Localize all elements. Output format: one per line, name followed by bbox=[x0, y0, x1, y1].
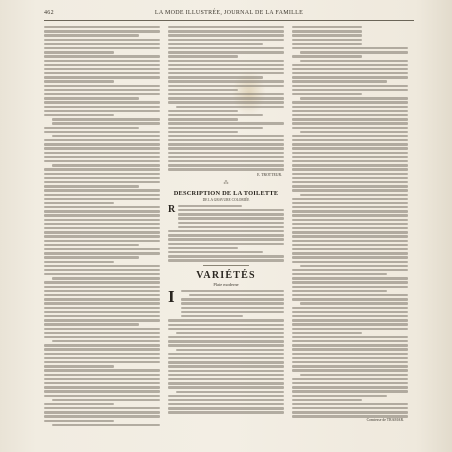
drop-cap: I bbox=[168, 286, 175, 306]
text-line bbox=[44, 177, 160, 179]
text-line bbox=[44, 302, 160, 304]
text-line bbox=[292, 122, 408, 124]
text-line bbox=[292, 411, 408, 413]
text-lines bbox=[292, 26, 408, 418]
text-line bbox=[44, 64, 160, 66]
text-line bbox=[292, 114, 408, 116]
text-line bbox=[168, 122, 284, 124]
text-line bbox=[168, 251, 263, 253]
page-header bbox=[44, 8, 414, 21]
text-line bbox=[176, 332, 284, 334]
text-line bbox=[168, 89, 238, 91]
text-line bbox=[292, 118, 408, 120]
text-line bbox=[292, 269, 408, 271]
text-line bbox=[178, 226, 284, 228]
text-line bbox=[44, 395, 160, 397]
text-line bbox=[178, 213, 284, 215]
text-line bbox=[168, 72, 284, 74]
text-line bbox=[168, 399, 284, 401]
text-line bbox=[176, 106, 284, 108]
text-line bbox=[292, 336, 408, 338]
text-line bbox=[168, 30, 284, 32]
text-line bbox=[292, 323, 408, 325]
text-line bbox=[44, 185, 139, 187]
text-line bbox=[168, 26, 284, 28]
text-line bbox=[44, 361, 160, 363]
text-line bbox=[52, 277, 160, 279]
text-line bbox=[292, 210, 408, 212]
text-line bbox=[44, 147, 160, 149]
text-line bbox=[44, 181, 160, 183]
text-line bbox=[292, 156, 408, 158]
text-line bbox=[168, 114, 263, 116]
text-line bbox=[292, 390, 408, 392]
text-line bbox=[292, 68, 408, 70]
text-line bbox=[292, 369, 408, 371]
text-line bbox=[292, 47, 408, 49]
text-line bbox=[52, 118, 160, 120]
text-line bbox=[44, 328, 160, 330]
text-line bbox=[168, 395, 284, 397]
text-line bbox=[44, 365, 114, 367]
text-line bbox=[292, 80, 387, 82]
text-line bbox=[168, 60, 284, 62]
text-line bbox=[300, 302, 408, 304]
text-line bbox=[168, 39, 284, 41]
text-line bbox=[44, 47, 160, 49]
text-line bbox=[168, 127, 263, 129]
text-line bbox=[168, 64, 284, 66]
text-line bbox=[44, 198, 160, 200]
text-line bbox=[168, 336, 284, 338]
text-line bbox=[44, 127, 139, 129]
text-line bbox=[168, 411, 284, 413]
text-line bbox=[300, 60, 408, 62]
text-line bbox=[44, 281, 160, 283]
text-line bbox=[44, 256, 139, 258]
text-line bbox=[292, 177, 408, 179]
text-line bbox=[168, 55, 238, 57]
text-column-3 bbox=[292, 26, 408, 428]
text-line bbox=[44, 39, 160, 41]
text-line bbox=[292, 206, 408, 208]
text-line bbox=[44, 34, 139, 36]
text-line bbox=[44, 286, 160, 288]
text-line bbox=[168, 51, 284, 53]
text-lines bbox=[178, 205, 284, 228]
text-line bbox=[44, 210, 160, 212]
text-line bbox=[52, 399, 160, 401]
text-line bbox=[44, 386, 160, 388]
text-line bbox=[44, 269, 160, 271]
text-line bbox=[168, 93, 284, 95]
text-lines bbox=[168, 230, 284, 262]
text-line bbox=[178, 205, 242, 207]
text-line bbox=[292, 26, 362, 28]
page-number: 462 bbox=[44, 10, 54, 16]
text-line bbox=[292, 332, 362, 334]
text-line bbox=[168, 131, 238, 133]
text-line bbox=[44, 152, 160, 154]
text-line bbox=[44, 235, 160, 237]
text-line bbox=[292, 311, 408, 313]
text-line bbox=[292, 365, 408, 367]
text-line bbox=[292, 273, 387, 275]
text-line bbox=[300, 131, 408, 133]
text-line bbox=[44, 407, 160, 409]
text-line bbox=[292, 198, 408, 200]
text-line bbox=[44, 26, 160, 28]
text-line bbox=[168, 407, 284, 409]
text-line bbox=[168, 403, 284, 405]
text-line bbox=[44, 369, 160, 371]
text-line bbox=[52, 164, 160, 166]
text-line bbox=[292, 281, 408, 283]
text-line bbox=[44, 110, 160, 112]
text-line bbox=[44, 101, 160, 103]
text-line bbox=[168, 340, 284, 342]
text-column-1 bbox=[44, 26, 160, 428]
text-line bbox=[44, 55, 160, 57]
section-subtitle: DE LA GRAVURE COLORIÉE bbox=[202, 197, 250, 202]
text-line bbox=[168, 378, 284, 380]
text-line bbox=[189, 294, 284, 296]
text-line bbox=[292, 43, 362, 45]
varietes-title: VARIÉTÉS bbox=[196, 269, 256, 281]
text-line bbox=[292, 227, 408, 229]
text-line bbox=[168, 143, 284, 145]
text-line bbox=[168, 247, 238, 249]
text-line bbox=[292, 85, 408, 87]
text-line bbox=[44, 223, 160, 225]
text-line bbox=[292, 261, 408, 263]
varietes-heading bbox=[168, 270, 284, 287]
text-line bbox=[292, 76, 408, 78]
text-line bbox=[44, 378, 160, 380]
text-line bbox=[292, 240, 408, 242]
text-line bbox=[300, 374, 408, 376]
text-line bbox=[178, 209, 284, 211]
text-line bbox=[292, 139, 408, 141]
author-signature: Comtesse de TRAMAR. bbox=[366, 418, 404, 422]
text-line bbox=[44, 76, 160, 78]
ornament-divider: ⁂ bbox=[223, 180, 229, 186]
text-line bbox=[292, 378, 408, 380]
text-line bbox=[292, 344, 408, 346]
text-lines bbox=[168, 319, 284, 414]
text-column-2 bbox=[168, 26, 284, 428]
text-line bbox=[44, 248, 160, 250]
text-line bbox=[292, 395, 387, 397]
text-line bbox=[44, 143, 160, 145]
text-line bbox=[292, 357, 408, 359]
text-line bbox=[292, 189, 408, 191]
text-line bbox=[52, 424, 160, 426]
text-line bbox=[52, 122, 160, 124]
text-line bbox=[292, 164, 408, 166]
text-line bbox=[292, 244, 408, 246]
text-line bbox=[168, 259, 284, 261]
text-line bbox=[44, 68, 160, 70]
text-line bbox=[292, 72, 408, 74]
text-line bbox=[292, 252, 408, 254]
text-line bbox=[168, 243, 284, 245]
text-line bbox=[300, 265, 408, 267]
text-line bbox=[168, 328, 284, 330]
text-line bbox=[300, 194, 408, 196]
text-line bbox=[292, 214, 408, 216]
text-line bbox=[168, 319, 284, 321]
text-line bbox=[44, 202, 114, 204]
text-line bbox=[168, 139, 284, 141]
text-line bbox=[44, 344, 160, 346]
text-line bbox=[44, 415, 160, 417]
text-line bbox=[168, 353, 284, 355]
text-line bbox=[292, 181, 408, 183]
text-line bbox=[44, 51, 114, 53]
text-line bbox=[292, 235, 408, 237]
text-line bbox=[44, 72, 160, 74]
text-line bbox=[44, 231, 160, 233]
text-line bbox=[44, 390, 160, 392]
text-line bbox=[181, 315, 243, 317]
text-line bbox=[292, 89, 408, 91]
text-line bbox=[44, 332, 160, 334]
text-line bbox=[44, 80, 114, 82]
description-heading bbox=[168, 190, 284, 202]
text-line bbox=[44, 244, 139, 246]
text-line bbox=[292, 340, 408, 342]
text-lines bbox=[181, 290, 284, 318]
text-line bbox=[181, 298, 284, 300]
text-line bbox=[44, 214, 160, 216]
text-line bbox=[168, 152, 284, 154]
text-line bbox=[44, 114, 114, 116]
text-line bbox=[168, 168, 284, 170]
text-line bbox=[292, 315, 408, 317]
text-line bbox=[292, 168, 408, 170]
text-line bbox=[44, 420, 114, 422]
text-lines bbox=[168, 26, 284, 171]
text-line bbox=[44, 131, 160, 133]
text-line bbox=[168, 76, 263, 78]
text-line bbox=[292, 160, 408, 162]
text-line bbox=[292, 143, 408, 145]
text-line bbox=[44, 206, 160, 208]
text-line bbox=[292, 403, 408, 405]
text-line bbox=[292, 353, 408, 355]
text-line bbox=[292, 34, 362, 36]
text-line bbox=[44, 252, 160, 254]
text-line bbox=[292, 147, 408, 149]
text-line bbox=[168, 85, 284, 87]
text-line bbox=[292, 202, 408, 204]
text-line bbox=[168, 255, 284, 257]
text-line bbox=[292, 219, 408, 221]
text-line bbox=[44, 156, 160, 158]
drop-cap: R bbox=[168, 203, 176, 215]
text-line bbox=[44, 403, 114, 405]
text-line bbox=[44, 311, 160, 313]
text-line bbox=[44, 160, 160, 162]
text-line bbox=[292, 286, 408, 288]
paragraph-with-dropcap bbox=[168, 286, 284, 318]
text-line bbox=[292, 101, 408, 103]
text-line bbox=[292, 290, 387, 292]
varietes-subtitle: Plaie moderne bbox=[213, 281, 239, 287]
text-line bbox=[292, 106, 408, 108]
text-line bbox=[292, 361, 408, 363]
text-line bbox=[168, 47, 284, 49]
text-line bbox=[292, 55, 362, 57]
text-line bbox=[292, 277, 408, 279]
text-line bbox=[44, 382, 160, 384]
paragraph-with-dropcap bbox=[168, 205, 284, 228]
text-line bbox=[168, 68, 284, 70]
text-line bbox=[168, 101, 284, 103]
text-line bbox=[44, 298, 160, 300]
text-line bbox=[168, 357, 284, 359]
section-rule bbox=[203, 265, 249, 266]
text-line bbox=[44, 106, 160, 108]
text-line bbox=[44, 194, 160, 196]
text-line bbox=[181, 302, 284, 304]
text-line bbox=[44, 240, 160, 242]
text-line bbox=[292, 319, 408, 321]
text-line bbox=[181, 311, 284, 313]
text-line bbox=[44, 265, 160, 267]
text-line bbox=[178, 222, 284, 224]
text-line bbox=[168, 110, 238, 112]
text-line bbox=[181, 290, 284, 292]
text-line bbox=[168, 365, 284, 367]
text-line bbox=[44, 353, 160, 355]
text-line bbox=[292, 64, 408, 66]
text-line bbox=[44, 315, 160, 317]
text-line bbox=[292, 298, 408, 300]
text-line bbox=[44, 43, 160, 45]
text-line bbox=[44, 319, 160, 321]
author-signature: E. TROTTEUR. bbox=[257, 172, 282, 177]
text-line bbox=[292, 185, 408, 187]
text-line bbox=[292, 399, 362, 401]
text-line bbox=[168, 80, 284, 82]
text-line bbox=[168, 374, 284, 376]
text-line bbox=[292, 328, 408, 330]
text-line bbox=[181, 307, 284, 309]
text-line bbox=[168, 164, 284, 166]
text-line bbox=[292, 256, 408, 258]
text-line bbox=[178, 217, 284, 219]
text-line bbox=[44, 97, 139, 99]
text-line bbox=[292, 294, 408, 296]
text-line bbox=[44, 374, 160, 376]
text-line bbox=[292, 39, 362, 41]
text-line bbox=[168, 370, 284, 372]
text-line bbox=[292, 135, 408, 137]
text-line bbox=[44, 290, 160, 292]
text-line bbox=[44, 261, 114, 263]
text-line bbox=[44, 411, 160, 413]
text-line bbox=[44, 323, 139, 325]
text-line bbox=[168, 43, 263, 45]
text-line bbox=[44, 85, 160, 87]
text-line bbox=[44, 189, 160, 191]
text-line bbox=[292, 93, 362, 95]
section-title: DESCRIPTION DE LA TOILETTE bbox=[173, 189, 279, 197]
text-line bbox=[168, 344, 284, 346]
text-line bbox=[168, 361, 284, 363]
text-line bbox=[292, 307, 408, 309]
text-line bbox=[44, 307, 160, 309]
text-line bbox=[44, 30, 160, 32]
text-line bbox=[292, 30, 362, 32]
text-line bbox=[292, 173, 408, 175]
text-line bbox=[168, 160, 284, 162]
text-lines bbox=[44, 26, 160, 426]
text-line bbox=[168, 97, 284, 99]
text-line bbox=[168, 234, 284, 236]
text-line bbox=[168, 230, 284, 232]
text-line bbox=[176, 391, 284, 393]
text-line bbox=[44, 294, 160, 296]
text-line bbox=[292, 407, 408, 409]
text-line bbox=[44, 357, 160, 359]
text-line bbox=[292, 223, 408, 225]
text-line bbox=[168, 118, 238, 120]
text-line bbox=[292, 127, 408, 129]
text-line bbox=[168, 238, 284, 240]
text-line bbox=[176, 349, 284, 351]
text-line bbox=[44, 173, 160, 175]
text-line bbox=[300, 97, 408, 99]
text-line bbox=[168, 382, 284, 384]
text-line bbox=[292, 110, 408, 112]
text-line bbox=[44, 227, 160, 229]
text-line bbox=[292, 231, 408, 233]
text-line bbox=[52, 340, 160, 342]
text-line bbox=[44, 89, 160, 91]
text-line bbox=[292, 348, 408, 350]
text-line bbox=[292, 386, 408, 388]
text-line bbox=[168, 34, 284, 36]
text-line bbox=[44, 336, 160, 338]
text-line bbox=[168, 147, 284, 149]
text-line bbox=[168, 156, 284, 158]
text-line bbox=[168, 135, 284, 137]
text-line bbox=[44, 219, 160, 221]
text-line bbox=[292, 152, 408, 154]
text-line bbox=[44, 273, 160, 275]
text-line bbox=[44, 60, 160, 62]
text-line bbox=[300, 51, 408, 53]
text-line bbox=[52, 135, 160, 137]
text-line bbox=[44, 348, 160, 350]
text-line bbox=[292, 248, 408, 250]
text-line bbox=[168, 386, 284, 388]
journal-title: LA MODE ILLUSTRÉE, JOURNAL DE LA FAMILLE bbox=[154, 10, 304, 16]
text-line bbox=[168, 324, 284, 326]
text-line bbox=[44, 168, 160, 170]
text-line bbox=[292, 382, 408, 384]
text-line bbox=[44, 139, 160, 141]
text-line bbox=[44, 93, 160, 95]
